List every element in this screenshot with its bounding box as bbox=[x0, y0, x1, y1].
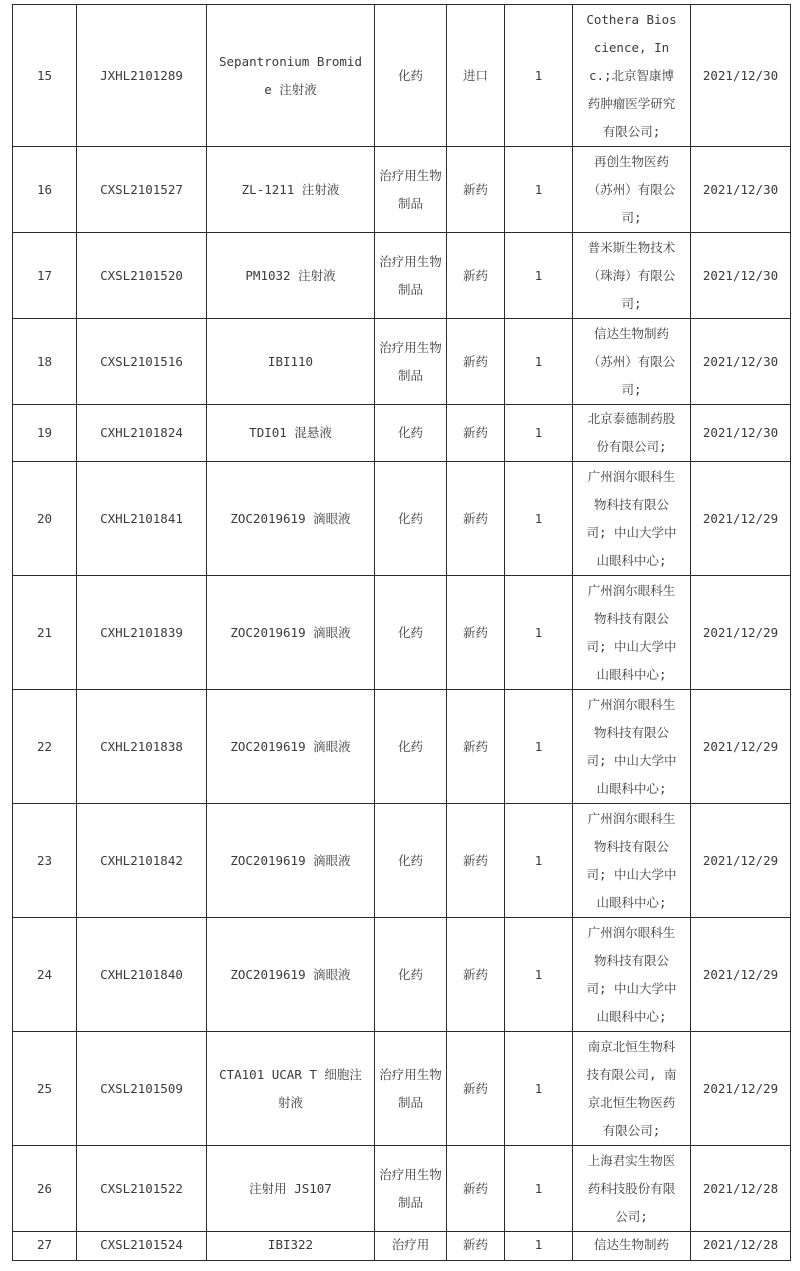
drug-category-cell: 化药 bbox=[375, 918, 447, 1032]
table-row bbox=[13, 462, 791, 576]
company-cell: 广州润尔眼科生物科技有限公司; 中山大学中山眼科中心; bbox=[573, 690, 691, 804]
date-cell: 2021/12/29 bbox=[691, 918, 791, 1032]
date-cell: 2021/12/30 bbox=[691, 233, 791, 319]
drug-name-cell: ZOC2019619 滴眼液 bbox=[207, 804, 375, 918]
application-type-cell: 新药 bbox=[447, 1146, 505, 1232]
table-row bbox=[13, 804, 791, 918]
table-row bbox=[13, 690, 791, 804]
application-type-cell: 进口 bbox=[447, 5, 505, 147]
application-type-cell: 新药 bbox=[447, 233, 505, 319]
quantity-cell: 1 bbox=[505, 1146, 573, 1232]
company-cell: 普米斯生物技术（珠海）有限公司; bbox=[573, 233, 691, 319]
date-cell: 2021/12/28 bbox=[691, 1146, 791, 1232]
quantity-cell: 1 bbox=[505, 147, 573, 233]
application-type-cell: 新药 bbox=[447, 1032, 505, 1146]
drug-name-cell: ZL-1211 注射液 bbox=[207, 147, 375, 233]
quantity-cell: 1 bbox=[505, 1032, 573, 1146]
date-cell: 2021/12/30 bbox=[691, 319, 791, 405]
drug-name-cell: ZOC2019619 滴眼液 bbox=[207, 576, 375, 690]
acceptance-code-cell: CXSL2101516 bbox=[77, 319, 207, 405]
acceptance-code-cell: CXHL2101840 bbox=[77, 918, 207, 1032]
company-cell: 南京北恒生物科技有限公司, 南京北恒生物医药有限公司; bbox=[573, 1032, 691, 1146]
table-row bbox=[13, 5, 791, 147]
row-number-cell: 17 bbox=[13, 233, 77, 319]
date-cell: 2021/12/29 bbox=[691, 690, 791, 804]
quantity-cell: 1 bbox=[505, 804, 573, 918]
drug-name-cell: PM1032 注射液 bbox=[207, 233, 375, 319]
company-cell: 再创生物医药（苏州）有限公司; bbox=[573, 147, 691, 233]
company-cell: 北京泰德制药股份有限公司; bbox=[573, 405, 691, 462]
company-cell: 广州润尔眼科生物科技有限公司; 中山大学中山眼科中心; bbox=[573, 918, 691, 1032]
acceptance-code-cell: CXHL2101838 bbox=[77, 690, 207, 804]
row-number-cell: 26 bbox=[13, 1146, 77, 1232]
date-cell: 2021/12/29 bbox=[691, 1032, 791, 1146]
acceptance-code-cell: CXHL2101824 bbox=[77, 405, 207, 462]
date-cell: 2021/12/28 bbox=[691, 1232, 791, 1261]
acceptance-code-cell: CXSL2101522 bbox=[77, 1146, 207, 1232]
table-row bbox=[13, 233, 791, 319]
table-row bbox=[13, 147, 791, 233]
quantity-cell: 1 bbox=[505, 405, 573, 462]
acceptance-code-cell: JXHL2101289 bbox=[77, 5, 207, 147]
application-type-cell: 新药 bbox=[447, 147, 505, 233]
acceptance-code-cell: CXSL2101509 bbox=[77, 1032, 207, 1146]
acceptance-code-cell: CXHL2101839 bbox=[77, 576, 207, 690]
company-cell: 广州润尔眼科生物科技有限公司; 中山大学中山眼科中心; bbox=[573, 462, 691, 576]
date-cell: 2021/12/30 bbox=[691, 5, 791, 147]
drug-name-cell: ZOC2019619 滴眼液 bbox=[207, 462, 375, 576]
application-type-cell: 新药 bbox=[447, 804, 505, 918]
application-type-cell: 新药 bbox=[447, 690, 505, 804]
row-number-cell: 23 bbox=[13, 804, 77, 918]
acceptance-code-cell: CXSL2101524 bbox=[77, 1232, 207, 1261]
application-type-cell: 新药 bbox=[447, 1232, 505, 1261]
application-type-cell: 新药 bbox=[447, 918, 505, 1032]
application-type-cell: 新药 bbox=[447, 462, 505, 576]
quantity-cell: 1 bbox=[505, 319, 573, 405]
company-cell: 广州润尔眼科生物科技有限公司; 中山大学中山眼科中心; bbox=[573, 804, 691, 918]
drug-category-cell: 治疗用生物制品 bbox=[375, 1146, 447, 1232]
quantity-cell: 1 bbox=[505, 233, 573, 319]
application-type-cell: 新药 bbox=[447, 405, 505, 462]
quantity-cell: 1 bbox=[505, 462, 573, 576]
table-row bbox=[13, 319, 791, 405]
company-cell: 上海君实生物医药科技股份有限公司; bbox=[573, 1146, 691, 1232]
company-cell: 信达生物制药（苏州）有限公司; bbox=[573, 319, 691, 405]
company-cell: 信达生物制药 bbox=[573, 1232, 691, 1261]
table-body bbox=[13, 5, 791, 1261]
quantity-cell: 1 bbox=[505, 918, 573, 1032]
date-cell: 2021/12/29 bbox=[691, 804, 791, 918]
drug-category-cell: 化药 bbox=[375, 462, 447, 576]
row-number-cell: 24 bbox=[13, 918, 77, 1032]
table-row bbox=[13, 1232, 791, 1261]
drug-category-cell: 治疗用生物制品 bbox=[375, 233, 447, 319]
registration-table-container bbox=[12, 4, 790, 1261]
application-type-cell: 新药 bbox=[447, 576, 505, 690]
drug-category-cell: 化药 bbox=[375, 576, 447, 690]
drug-category-cell: 化药 bbox=[375, 804, 447, 918]
table-row bbox=[13, 1146, 791, 1232]
drug-category-cell: 治疗用生物制品 bbox=[375, 147, 447, 233]
table-row bbox=[13, 405, 791, 462]
drug-category-cell: 治疗用生物制品 bbox=[375, 1032, 447, 1146]
drug-name-cell: CTA101 UCAR T 细胞注射液 bbox=[207, 1032, 375, 1146]
drug-name-cell: ZOC2019619 滴眼液 bbox=[207, 918, 375, 1032]
date-cell: 2021/12/29 bbox=[691, 462, 791, 576]
row-number-cell: 15 bbox=[13, 5, 77, 147]
row-number-cell: 16 bbox=[13, 147, 77, 233]
table-row bbox=[13, 1032, 791, 1146]
table-row bbox=[13, 576, 791, 690]
drug-name-cell: ZOC2019619 滴眼液 bbox=[207, 690, 375, 804]
quantity-cell: 1 bbox=[505, 5, 573, 147]
drug-name-cell: IBI322 bbox=[207, 1232, 375, 1261]
drug-category-cell: 治疗用生物制品 bbox=[375, 319, 447, 405]
drug-category-cell: 化药 bbox=[375, 5, 447, 147]
drug-name-cell: Sepantronium Bromide 注射液 bbox=[207, 5, 375, 147]
row-number-cell: 22 bbox=[13, 690, 77, 804]
row-number-cell: 21 bbox=[13, 576, 77, 690]
quantity-cell: 1 bbox=[505, 1232, 573, 1261]
date-cell: 2021/12/29 bbox=[691, 576, 791, 690]
row-number-cell: 27 bbox=[13, 1232, 77, 1261]
date-cell: 2021/12/30 bbox=[691, 147, 791, 233]
acceptance-code-cell: CXHL2101842 bbox=[77, 804, 207, 918]
acceptance-code-cell: CXSL2101527 bbox=[77, 147, 207, 233]
company-cell: 广州润尔眼科生物科技有限公司; 中山大学中山眼科中心; bbox=[573, 576, 691, 690]
date-cell: 2021/12/30 bbox=[691, 405, 791, 462]
acceptance-code-cell: CXSL2101520 bbox=[77, 233, 207, 319]
quantity-cell: 1 bbox=[505, 576, 573, 690]
drug-name-cell: TDI01 混悬液 bbox=[207, 405, 375, 462]
quantity-cell: 1 bbox=[505, 690, 573, 804]
drug-category-cell: 治疗用 bbox=[375, 1232, 447, 1261]
drug-category-cell: 化药 bbox=[375, 690, 447, 804]
company-cell: Cothera Bioscience, Inc.;北京智康博药肿瘤医学研究有限公司; bbox=[573, 5, 691, 147]
drug-name-cell: 注射用 JS107 bbox=[207, 1146, 375, 1232]
drug-registration-table bbox=[12, 4, 791, 1261]
table-row bbox=[13, 918, 791, 1032]
row-number-cell: 19 bbox=[13, 405, 77, 462]
application-type-cell: 新药 bbox=[447, 319, 505, 405]
row-number-cell: 18 bbox=[13, 319, 77, 405]
row-number-cell: 25 bbox=[13, 1032, 77, 1146]
drug-name-cell: IBI110 bbox=[207, 319, 375, 405]
drug-category-cell: 化药 bbox=[375, 405, 447, 462]
row-number-cell: 20 bbox=[13, 462, 77, 576]
acceptance-code-cell: CXHL2101841 bbox=[77, 462, 207, 576]
